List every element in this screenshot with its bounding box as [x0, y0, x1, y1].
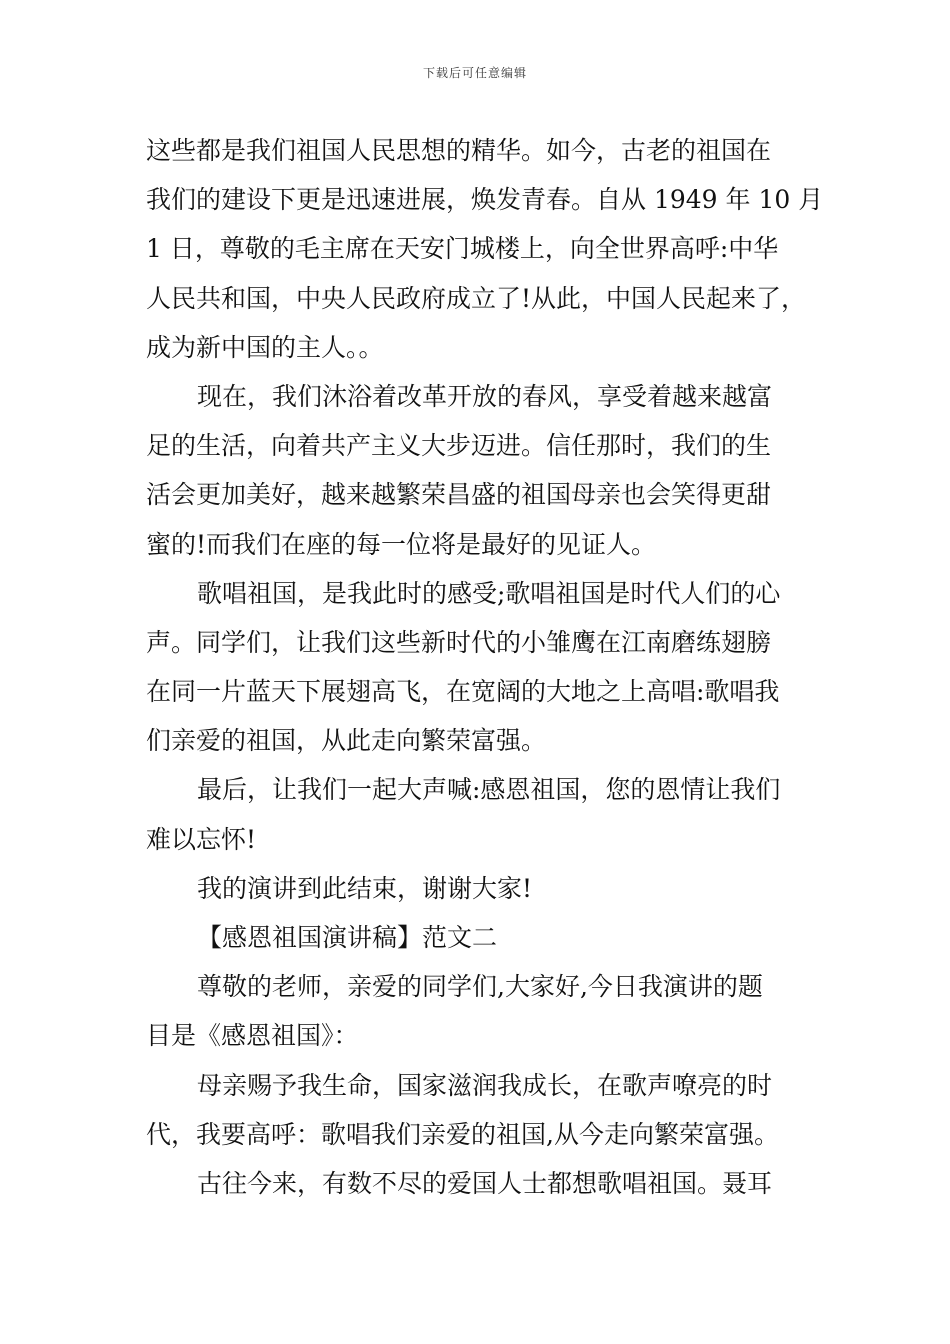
- paragraph-start-line: 尊敬的老师，亲爱的同学们,大家好,今日我演讲的题: [197, 972, 763, 1002]
- section-heading: 【感恩祖国演讲稿】范文二: [197, 923, 498, 952]
- paragraph-start-line: 古往今来，有数不尽的爱国人士都想歌唱祖国。聂耳: [197, 1168, 773, 1198]
- text-line: 蜜的!而我们在座的每一位将是最好的见证人。: [146, 529, 657, 559]
- text-line: 成为新中国的主人。。: [146, 332, 384, 362]
- paragraph-start-line: 最后，让我们一起大声喊:感恩祖国，您的恩情让我们: [197, 775, 781, 805]
- text-line: 在同一片蓝天下展翅高飞，在宽阔的大地之上高唱:歌唱我: [146, 677, 780, 707]
- page-header: 下载后可任意编辑: [422, 66, 527, 80]
- document-body: [146, 126, 828, 1208]
- paragraph-start-line: 我的演讲到此结束，谢谢大家!: [197, 873, 533, 903]
- text-line: 目是《感恩祖国》：: [146, 1021, 359, 1051]
- paragraph-start-line: 歌唱祖国，是我此时的感受;歌唱祖国是时代人们的心: [197, 578, 781, 608]
- text-line: 这些都是我们祖国人民思想的精华。如今，古老的祖国在: [146, 136, 772, 165]
- text-line: 足的生活，向着共产主义大步迈进。信任那时，我们的生: [146, 431, 772, 461]
- text-line: 人民共和国，中央人民政府成立了!从此，中国人民起来了，: [146, 283, 807, 313]
- text-line: 活会更加美好，越来越繁荣昌盛的祖国母亲也会笑得更甜: [146, 480, 772, 510]
- text-line: 代，我要高呼：歌唱我们亲爱的祖国,从今走向繁荣富强。: [146, 1119, 779, 1149]
- text-line: 1 日，尊敬的毛主席在天安门城楼上，向全世界高呼:中华: [146, 234, 779, 264]
- text-line: 难以忘怀!: [146, 824, 257, 854]
- paragraph-start-line: 母亲赐予我生命，国家滋润我成长，在歌声嘹亮的时: [197, 1070, 773, 1100]
- text-line: 声。同学们，让我们这些新时代的小雏鹰在江南磨练翅膀: [146, 627, 772, 657]
- text-line: 我们的建设下更是迅速进展，焕发青春。自从 1949 年 10 月: [146, 185, 824, 215]
- paragraph-start-line: 现在，我们沐浴着改革开放的春风，享受着越来越富: [197, 381, 773, 411]
- text-line: 们亲爱的祖国，从此走向繁荣富强。: [146, 726, 547, 756]
